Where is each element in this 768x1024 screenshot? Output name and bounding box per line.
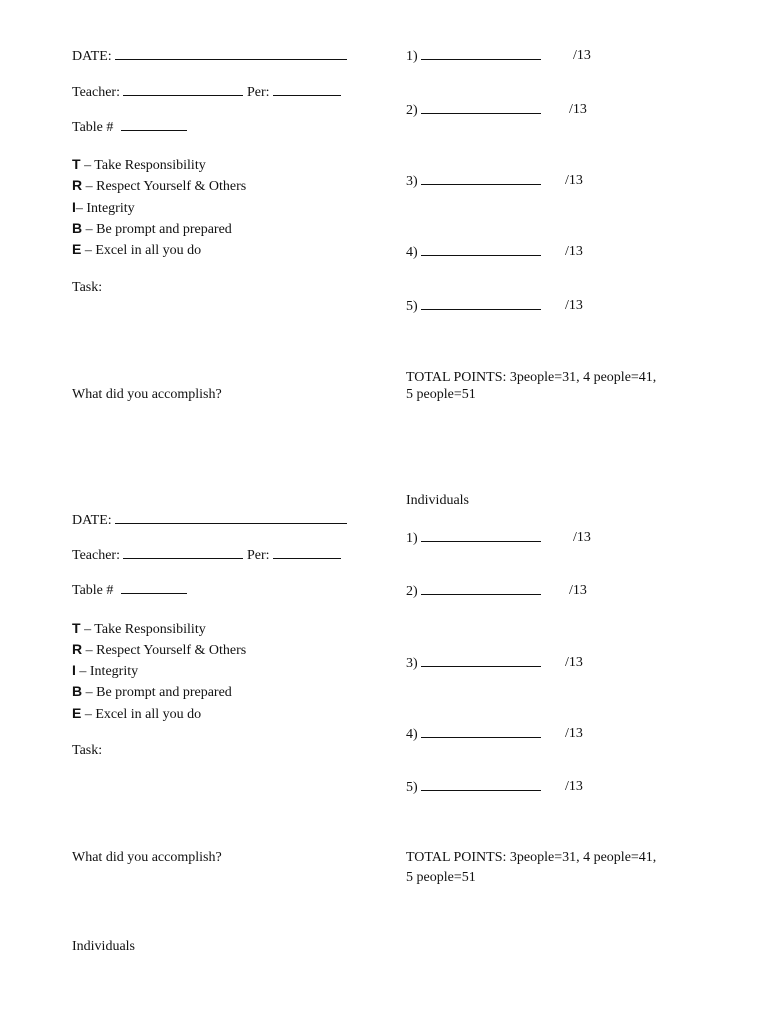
- date-label: DATE:: [72, 513, 112, 528]
- tribe-letter: T: [72, 620, 81, 636]
- score-max: /13: [565, 298, 583, 313]
- score-max: /13: [573, 530, 591, 545]
- score-row: [406, 529, 541, 547]
- tribe-item: [72, 241, 201, 259]
- tribe-text: – Be prompt and prepared: [82, 222, 232, 237]
- score-max: /13: [569, 102, 587, 117]
- tribe-item: [72, 662, 138, 680]
- teacher-blank[interactable]: [123, 83, 243, 96]
- tribe-text: – Integrity: [75, 664, 139, 679]
- table-row: [72, 118, 187, 136]
- total-points-line-2: 5 people=51: [406, 870, 476, 885]
- per-label: Per:: [246, 85, 270, 100]
- score-number: 5): [406, 780, 418, 795]
- tribe-item: [72, 683, 232, 701]
- tribe-item: [72, 156, 206, 174]
- teacher-label: Teacher:: [72, 85, 120, 100]
- tribe-item: [72, 641, 246, 659]
- table-row: [72, 581, 187, 599]
- score-blank[interactable]: [421, 778, 541, 791]
- total-points-line-1: TOTAL POINTS: 3people=31, 4 people=41,: [406, 850, 657, 865]
- tribe-text: – Excel in all you do: [81, 707, 202, 722]
- score-max: /13: [569, 583, 587, 598]
- score-row: [406, 297, 541, 315]
- score-number: 4): [406, 245, 418, 260]
- score-blank[interactable]: [421, 47, 541, 60]
- score-blank[interactable]: [421, 654, 541, 667]
- tribe-letter: R: [72, 641, 83, 657]
- score-blank[interactable]: [421, 243, 541, 256]
- date-label: DATE:: [72, 49, 112, 64]
- score-number: 1): [406, 49, 418, 64]
- tribe-text: – Respect Yourself & Others: [82, 643, 247, 658]
- tribe-text: – Integrity: [75, 201, 135, 216]
- table-label: Table #: [72, 583, 114, 598]
- tribe-letter: B: [72, 683, 83, 699]
- score-number: 5): [406, 299, 418, 314]
- score-row: [406, 47, 541, 65]
- table-label: Table #: [72, 120, 114, 135]
- tribe-item: [72, 220, 232, 238]
- date-blank[interactable]: [115, 47, 347, 60]
- score-row: [406, 778, 541, 796]
- date-row: [72, 511, 347, 529]
- score-number: 3): [406, 656, 418, 671]
- tribe-letter: B: [72, 220, 83, 236]
- tribe-letter: R: [72, 177, 83, 193]
- score-number: 3): [406, 174, 418, 189]
- score-max: /13: [565, 655, 583, 670]
- task-label: Task:: [72, 743, 103, 758]
- accomplish-label: What did you accomplish?: [72, 387, 222, 402]
- score-max: /13: [565, 726, 583, 741]
- tribe-item: [72, 199, 135, 217]
- tribe-letter: I: [72, 199, 76, 215]
- score-blank[interactable]: [421, 582, 541, 595]
- score-max: /13: [565, 244, 583, 259]
- teacher-label: Teacher:: [72, 548, 120, 563]
- score-row: [406, 243, 541, 261]
- score-row: [406, 725, 541, 743]
- tribe-letter: T: [72, 156, 81, 172]
- score-number: 2): [406, 103, 418, 118]
- tribe-letter: E: [72, 705, 82, 721]
- score-max: /13: [565, 779, 583, 794]
- individuals-label: Individuals: [406, 493, 469, 508]
- per-blank[interactable]: [273, 546, 341, 559]
- score-number: 4): [406, 727, 418, 742]
- tribe-text: – Excel in all you do: [81, 243, 202, 258]
- teacher-blank[interactable]: [123, 546, 243, 559]
- date-blank[interactable]: [115, 511, 347, 524]
- score-blank[interactable]: [421, 297, 541, 310]
- score-max: /13: [573, 48, 591, 63]
- score-max: /13: [565, 173, 583, 188]
- teacher-row: [72, 83, 341, 101]
- tribe-item: [72, 705, 201, 723]
- score-row: [406, 654, 541, 672]
- score-number: 2): [406, 584, 418, 599]
- individuals-label: Individuals: [72, 939, 135, 954]
- per-label: Per:: [246, 548, 270, 563]
- total-points-line-1: TOTAL POINTS: 3people=31, 4 people=41,: [406, 370, 657, 385]
- tribe-text: – Take Responsibility: [80, 622, 206, 637]
- table-blank[interactable]: [121, 118, 187, 131]
- tribe-letter: I: [72, 662, 76, 678]
- teacher-row: [72, 546, 341, 564]
- score-blank[interactable]: [421, 172, 541, 185]
- score-number: 1): [406, 531, 418, 546]
- tribe-text: – Take Responsibility: [80, 158, 206, 173]
- table-blank[interactable]: [121, 581, 187, 594]
- tribe-letter: E: [72, 241, 82, 257]
- score-blank[interactable]: [421, 101, 541, 114]
- per-blank[interactable]: [273, 83, 341, 96]
- task-label: Task:: [72, 280, 103, 295]
- accomplish-label: What did you accomplish?: [72, 850, 222, 865]
- score-row: [406, 172, 541, 190]
- tribe-item: [72, 620, 206, 638]
- total-points-line-2: 5 people=51: [406, 387, 476, 402]
- score-row: [406, 101, 541, 119]
- tribe-text: – Respect Yourself & Others: [82, 179, 247, 194]
- date-row: [72, 47, 347, 65]
- score-blank[interactable]: [421, 529, 541, 542]
- score-blank[interactable]: [421, 725, 541, 738]
- tribe-item: [72, 177, 246, 195]
- tribe-text: – Be prompt and prepared: [82, 685, 232, 700]
- score-row: [406, 582, 541, 600]
